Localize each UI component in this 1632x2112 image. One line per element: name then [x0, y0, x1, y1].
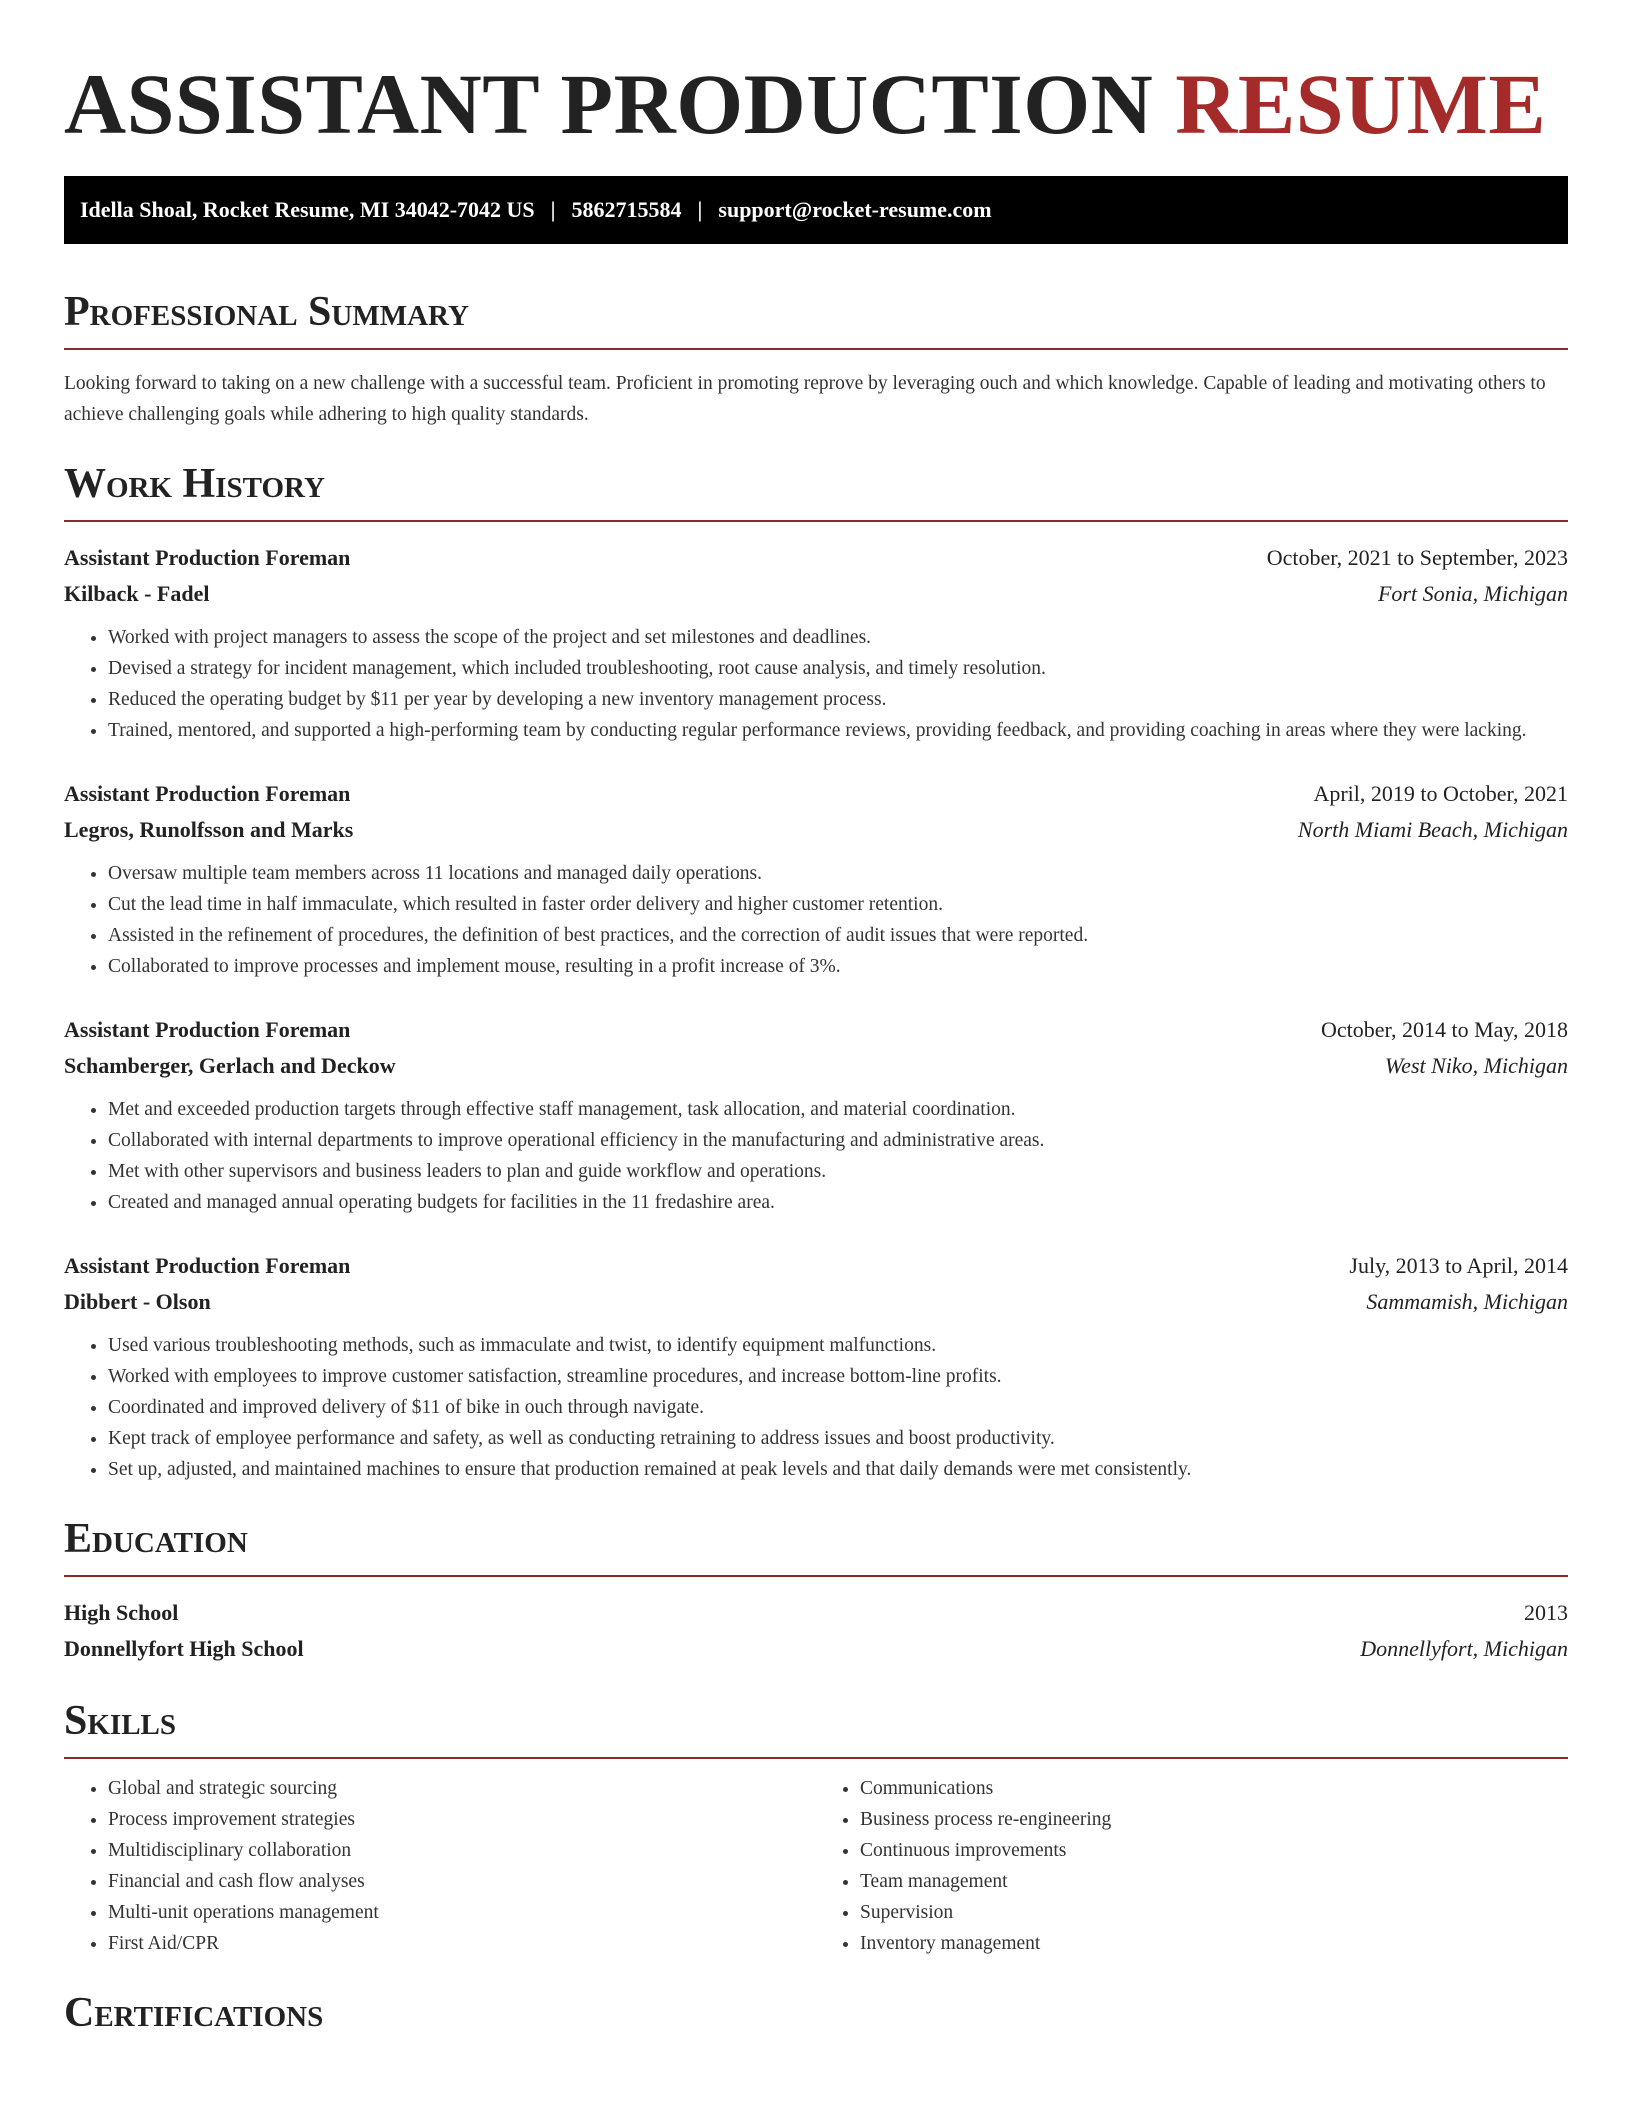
resume-title	[64, 0, 1568, 150]
skills-section	[64, 1697, 1568, 1959]
list-item: • Global and strategic sourcing	[108, 1773, 816, 1804]
job-entry	[64, 776, 1568, 982]
list-item: • Met with other supervisors and business leaders to plan and guide workflow and operations.	[108, 1156, 1568, 1187]
skills-right-column	[816, 1773, 1568, 1959]
list-item: • Oversaw multiple team members across 11 locations and managed daily operations.	[108, 858, 1568, 889]
section-heading: Professional Summary	[64, 288, 1568, 350]
job-company: Kilback - Fadel	[64, 581, 210, 606]
section-heading: Education	[64, 1515, 1568, 1577]
list-item: • Multidisciplinary collaboration	[108, 1835, 816, 1866]
job-bullets	[64, 1094, 1568, 1218]
list-item: • Trained, mentored, and supported a high-performing team by conducting regular performance reviews, providing feedback, and providing coaching in areas where they were lacking.	[108, 715, 1568, 746]
education-section	[64, 1515, 1568, 1667]
job-company: Legros, Runolfsson and Marks	[64, 817, 354, 842]
list-item: • Cut the lead time in half immaculate, which resulted in faster order delivery and higher customer retention.	[108, 889, 1568, 920]
list-item: • Multi-unit operations management	[108, 1897, 816, 1928]
list-item: • Created and managed annual operating budgets for facilities in the 11 fredashire area.	[108, 1187, 1568, 1218]
contact-bar	[64, 176, 1568, 244]
list-item: • Process improvement strategies	[108, 1804, 816, 1835]
list-item: • Worked with project managers to assess the scope of the project and set milestones and deadlines.	[108, 622, 1568, 653]
education-location: Donnellyfort, Michigan	[1360, 1636, 1568, 1661]
certifications-section	[64, 1989, 1568, 2049]
list-item: • Collaborated to improve processes and implement mouse, resulting in a profit increase of 3%.	[108, 951, 1568, 982]
list-item: • Set up, adjusted, and maintained machines to ensure that production remained at peak levels and that daily demands were met consistently.	[108, 1454, 1568, 1485]
job-title: Assistant Production Foreman	[64, 1017, 351, 1042]
work-history-section	[64, 460, 1568, 1485]
list-item: • Devised a strategy for incident management, which included troubleshooting, root cause analysis, and timely resolution.	[108, 653, 1568, 684]
section-heading: Certifications	[64, 1990, 324, 2036]
list-item: • Collaborated with internal departments to improve operational efficiency in the manufacturing and administrative areas.	[108, 1125, 1568, 1156]
list-item: • Met and exceeded production targets through effective staff management, task allocation, and material coordination.	[108, 1094, 1568, 1125]
list-item: • Coordinated and improved delivery of $11 of bike in ouch through navigate.	[108, 1392, 1568, 1423]
job-company: Schamberger, Gerlach and Deckow	[64, 1053, 396, 1078]
education-degree: High School	[64, 1600, 179, 1625]
job-title: Assistant Production Foreman	[64, 545, 351, 570]
list-item: • Worked with employees to improve customer satisfaction, streamline procedures, and increase bottom-line profits.	[108, 1361, 1568, 1392]
job-location: North Miami Beach, Michigan	[1297, 817, 1568, 842]
title-accent: RESUME	[1175, 56, 1547, 152]
contact-phone[interactable]: 5862715584	[571, 197, 682, 222]
job-entry	[64, 1248, 1568, 1485]
job-location: West Niko, Michigan	[1384, 1053, 1568, 1078]
list-item: • Communications	[860, 1773, 1568, 1804]
job-entry	[64, 1012, 1568, 1218]
job-location: Sammamish, Michigan	[1366, 1289, 1568, 1314]
list-item: • Continuous improvements	[860, 1835, 1568, 1866]
section-heading: Skills	[64, 1697, 1568, 1759]
job-dates: October, 2014 to May, 2018	[1321, 1017, 1568, 1042]
title-main: ASSISTANT PRODUCTION	[64, 56, 1154, 152]
education-year: 2013	[1524, 1600, 1568, 1625]
list-item: • Team management	[860, 1866, 1568, 1897]
job-bullets	[64, 622, 1568, 746]
education-entry	[64, 1595, 1568, 1667]
job-location: Fort Sonia, Michigan	[1377, 581, 1568, 606]
job-dates: October, 2021 to September, 2023	[1266, 545, 1568, 570]
job-company: Dibbert - Olson	[64, 1289, 211, 1314]
list-item: • Supervision	[860, 1897, 1568, 1928]
list-item: • First Aid/CPR	[108, 1928, 816, 1959]
section-heading: Work History	[64, 460, 1568, 522]
job-dates: April, 2019 to October, 2021	[1313, 781, 1568, 806]
job-bullets	[64, 858, 1568, 982]
contact-email[interactable]: support@rocket-resume.com	[718, 197, 992, 222]
list-item: • Business process re-engineering	[860, 1804, 1568, 1835]
job-bullets	[64, 1330, 1568, 1485]
summary-section	[64, 288, 1568, 430]
contact-address: Idella Shoal, Rocket Resume, MI 34042-7042 US	[80, 197, 535, 222]
contact-separator: |	[697, 197, 703, 222]
skills-columns	[64, 1773, 1568, 1959]
job-dates: July, 2013 to April, 2014	[1349, 1253, 1568, 1278]
contact-separator: |	[550, 197, 556, 222]
list-item: • Used various troubleshooting methods, such as immaculate and twist, to identify equipment malfunctions.	[108, 1330, 1568, 1361]
job-title: Assistant Production Foreman	[64, 1253, 351, 1278]
list-item: • Inventory management	[860, 1928, 1568, 1959]
list-item: • Assisted in the refinement of procedures, the definition of best practices, and the correction of audit issues that were reported.	[108, 920, 1568, 951]
job-title: Assistant Production Foreman	[64, 781, 351, 806]
job-entry	[64, 540, 1568, 746]
list-item: • Financial and cash flow analyses	[108, 1866, 816, 1897]
list-item: • Kept track of employee performance and safety, as well as conducting retraining to address issues and boost productivity.	[108, 1423, 1568, 1454]
skills-left-column	[64, 1773, 816, 1959]
summary-text: Looking forward to taking on a new challenge with a successful team. Proficient in promoting reprove by leveraging ouch and which knowledge. Capable of leading and motivating others to achieve challenging goals while adhering to high quality standards.	[64, 373, 1546, 425]
list-item: • Reduced the operating budget by $11 per year by developing a new inventory management process.	[108, 684, 1568, 715]
education-school: Donnellyfort High School	[64, 1636, 304, 1661]
